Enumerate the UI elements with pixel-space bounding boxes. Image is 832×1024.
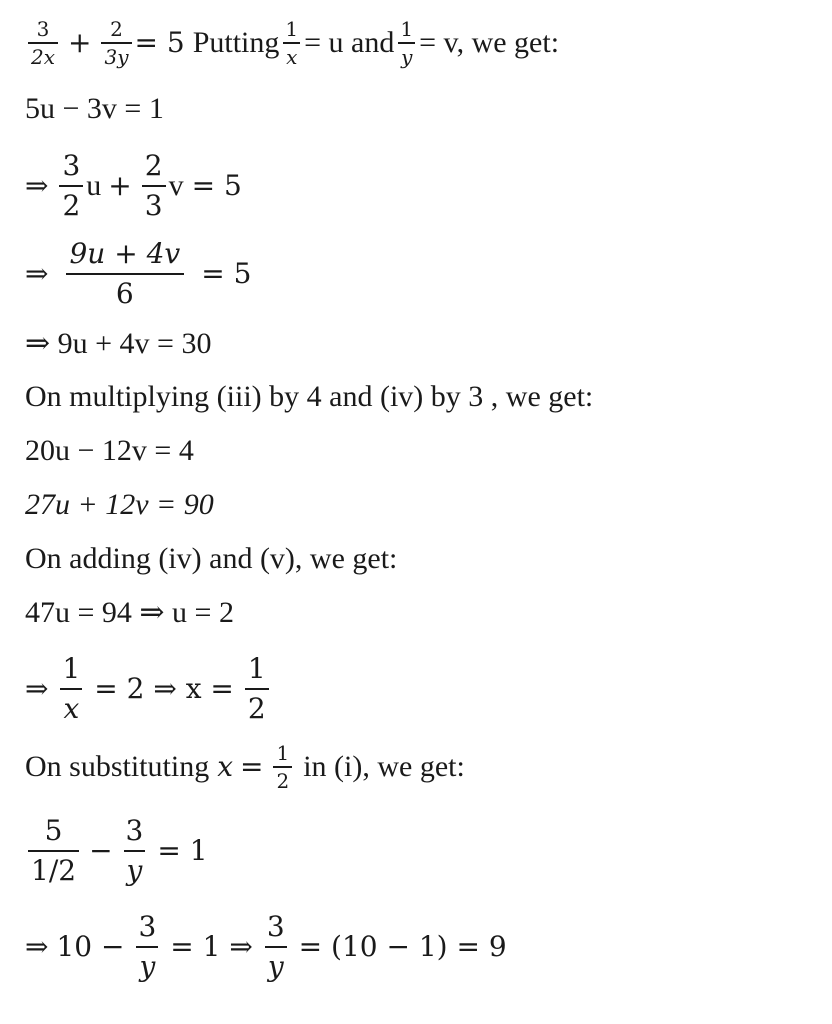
fraction: $\frac{3}{y}$ bbox=[138, 910, 157, 983]
fraction: $\frac{3}{y}$ bbox=[266, 910, 285, 983]
fraction: $\frac{3}{2x}$ bbox=[28, 19, 58, 67]
fraction: $\frac{1}{y}$ bbox=[397, 19, 416, 67]
equation-line-1: $\frac{3}{2x}$ + $\frac{2}{3y}$ = 5 Putting $\frac{1}{x}$ = u and $\frac{1}{y}$ = v, we get: bbox=[25, 12, 559, 74]
fraction: $\frac{2}{3}$ bbox=[142, 152, 166, 220]
equation-line-3: ⇒ $\frac{3}{2}$ u + $\frac{2}{3}$ v = 5 bbox=[25, 149, 242, 222]
fraction: $\frac{1}{x}$ bbox=[62, 652, 81, 725]
fraction: $\frac{1}{x}$ bbox=[282, 19, 301, 67]
fraction: $\frac{2}{3y}$ bbox=[101, 19, 131, 67]
fraction: $\frac{9u + 4v}{6}$ bbox=[59, 240, 190, 308]
equation-line-13: $\frac{5}{1/2}$ − $\frac{3}{y}$ = 1 bbox=[25, 812, 208, 890]
equation-line-5: ⇒ 9u + 4v = 30 bbox=[25, 327, 212, 360]
fraction: $\frac{3}{2}$ bbox=[59, 152, 83, 220]
equation-line-8: 27u + 12v = 90 bbox=[25, 488, 214, 521]
text-line-6: On multiplying (iii) by 4 and (iv) by 3 , we get: bbox=[25, 380, 594, 413]
text-line-9: On adding (iv) and (v), we get: bbox=[25, 542, 398, 575]
fraction: $\frac{3}{y}$ bbox=[125, 814, 144, 887]
fraction: $\frac{5}{1/2}$ bbox=[28, 817, 79, 885]
text-line-12: On substituting x = $\frac{1}{2}$ in (i), we get: bbox=[25, 741, 465, 793]
fraction: $\frac{1}{2}$ bbox=[273, 743, 292, 791]
equation-line-11: ⇒ $\frac{1}{x}$ = 2 ⇒ x = $\frac{1}{2}$ bbox=[25, 650, 272, 728]
equation-line-2: 5u − 3v = 1 bbox=[25, 92, 164, 125]
fraction: $\frac{1}{2}$ bbox=[245, 655, 269, 723]
equation-line-14: ⇒ 10 − $\frac{3}{y}$ = 1 ⇒ $\frac{3}{y}$ = (10 − 1) = 9 bbox=[25, 910, 507, 983]
equation-line-7: 20u − 12v = 4 bbox=[25, 434, 194, 467]
equation-line-4: ⇒ $\frac{9u + 4v}{6}$ = 5 bbox=[25, 237, 252, 310]
equation-line-10: 47u = 94 ⇒ u = 2 bbox=[25, 596, 234, 629]
